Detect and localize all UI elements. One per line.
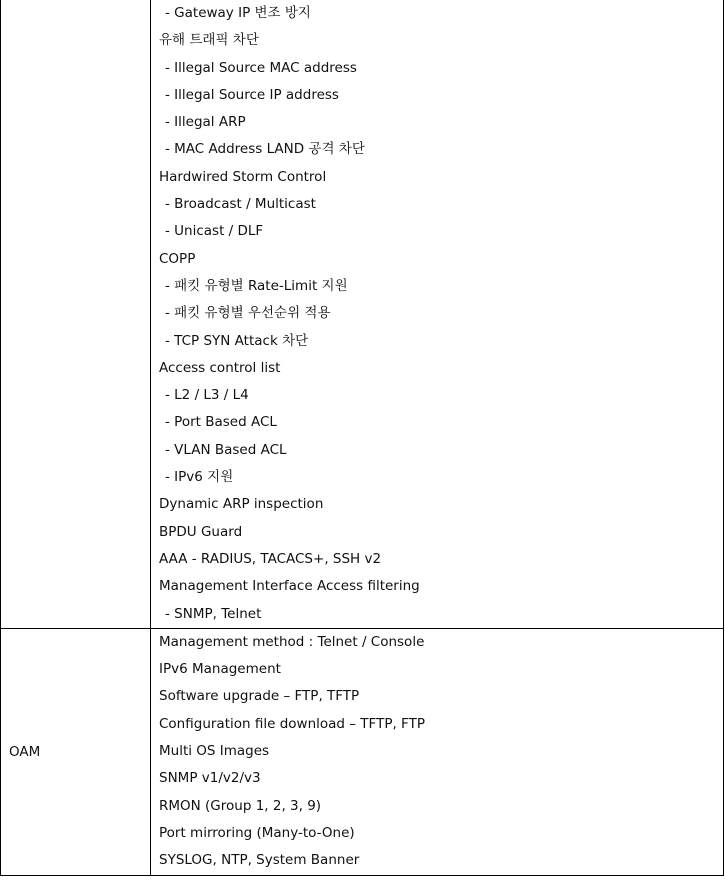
category-label: OAM <box>9 743 41 760</box>
feature-item: BPDU Guard <box>159 523 243 540</box>
feature-sub-item: - TCP SYN Attack 차단 <box>165 332 309 349</box>
feature-sub-item: - VLAN Based ACL <box>165 441 287 458</box>
feature-item: COPP <box>159 250 196 267</box>
feature-item: IPv6 Management <box>159 661 281 678</box>
feature-cell-oam <box>151 628 724 875</box>
feature-sub-item: - Gateway IP 변조 방지 <box>165 5 311 21</box>
feature-sub-item: - Illegal Source IP address <box>165 86 339 103</box>
feature-sub-item: - Unicast / DLF <box>165 223 264 240</box>
feature-sub-item: - Broadcast / Multicast <box>165 196 316 213</box>
table-row-security <box>1 0 724 628</box>
feature-sub-item: - 패킷 유형별 Rate-Limit 지원 <box>165 277 348 294</box>
feature-item: SNMP v1/v2/v3 <box>159 770 261 787</box>
feature-item: Multi OS Images <box>159 743 270 760</box>
feature-list-oam <box>151 629 723 875</box>
category-cell-oam <box>1 628 151 875</box>
feature-sub-item: - Port Based ACL <box>165 414 277 431</box>
feature-item: AAA - RADIUS, TACACS+, SSH v2 <box>159 550 382 567</box>
feature-item: Management Interface Access filtering <box>159 578 420 595</box>
feature-item: Hardwired Storm Control <box>159 168 327 185</box>
category-cell-security <box>1 0 151 628</box>
feature-sub-item: - IPv6 지원 <box>165 469 234 486</box>
feature-item: Access control list <box>159 359 281 376</box>
feature-item: SYSLOG, NTP, System Banner <box>159 852 360 869</box>
feature-item: Management method : Telnet / Console <box>159 633 425 650</box>
feature-sub-item: - L2 / L3 / L4 <box>165 387 249 404</box>
table-row-oam <box>1 628 724 875</box>
feature-sub-item: - Illegal Source MAC address <box>165 59 357 76</box>
feature-sub-item: - SNMP, Telnet <box>165 605 262 622</box>
feature-cell-security <box>151 0 724 628</box>
feature-sub-item: - MAC Address LAND 공격 차단 <box>165 141 365 158</box>
feature-item: Port mirroring (Many-to-One) <box>159 824 355 841</box>
feature-item: RMON (Group 1, 2, 3, 9) <box>159 797 322 814</box>
feature-sub-item: - 패킷 유형별 우선순위 적용 <box>165 305 331 322</box>
feature-sub-item: - Illegal ARP <box>165 114 246 131</box>
feature-item: 유해 트래픽 차단 <box>159 32 259 49</box>
feature-item: Software upgrade – FTP, TFTP <box>159 688 360 705</box>
feature-item: Dynamic ARP inspection <box>159 496 324 513</box>
feature-list-security <box>151 0 723 628</box>
feature-item: Configuration file download – TFTP, FTP <box>159 715 425 732</box>
